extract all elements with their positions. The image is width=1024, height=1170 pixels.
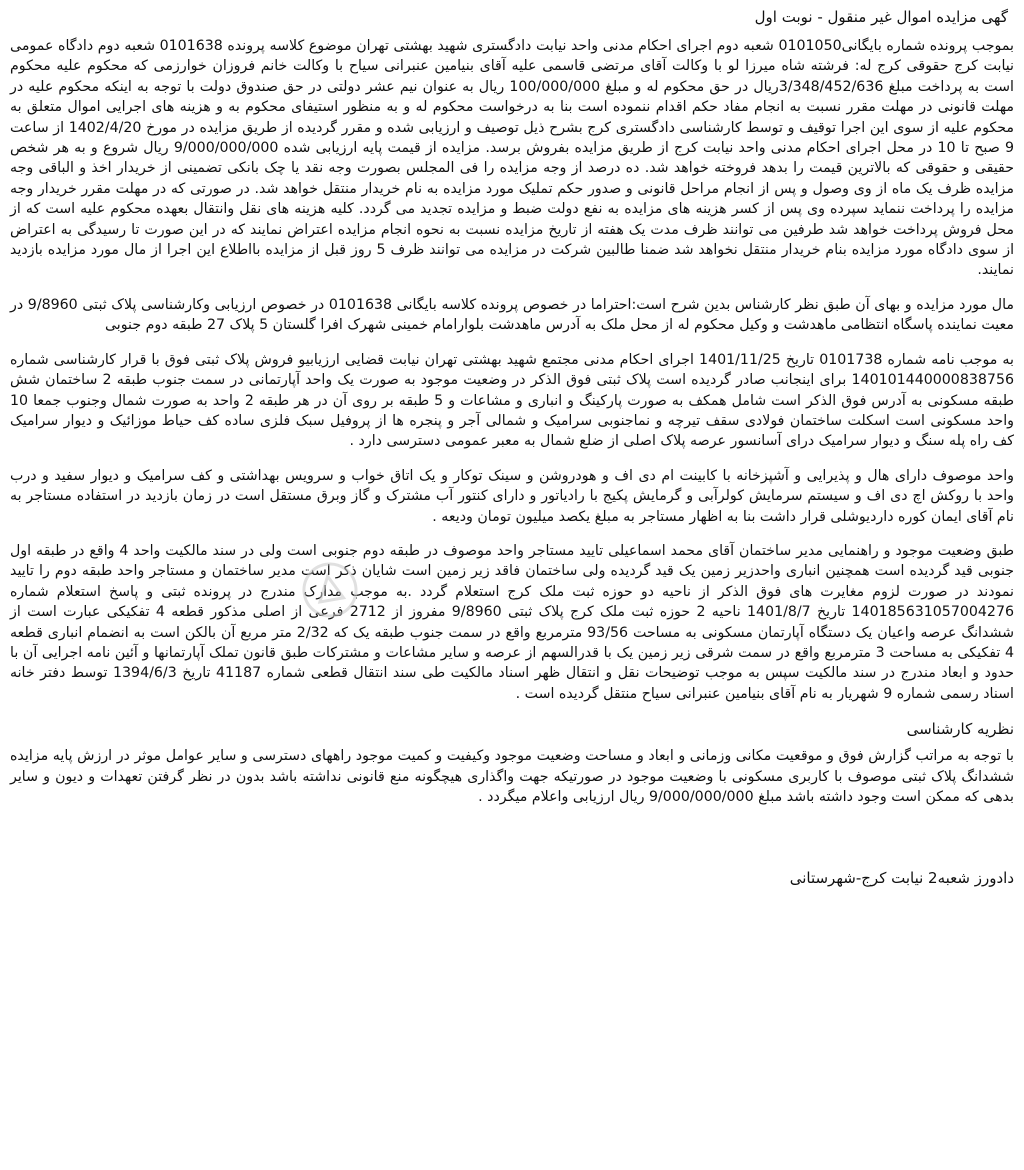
opinion-heading: نظریه کارشناسی (906, 720, 1014, 739)
paragraph-property-description: به موجب نامه شماره 0101738 تاریخ 1401/11/25 اجرای احکام مدنی مجتمع شهید بهشتی تهران نیابت قضایی ارزیابیو فروش پلاک ثبتی فوق با قرار کارشناسی شماره 140101440000838756 برای اینجانب صادر گردیده است پلاک ثبتی فوق الذکر در وضعیت موجود به صورت یک واحد آپارتمانی در سمت جنوب طبقه 2 ساختمان شش طبقه مسکونی به آدرس فوق الذکر است شامل همکف به صورت پارکینگ و انباری و مشاعات و 5 طبقه بر روی آن در هر طبقه 2 واحد به صورت شمال وجنوب جمعا 10 واحد مسکونی است اسکلت ساختمان فولادی سقف تیرچه و نماجنوبی سرامیک و شمالی آجر و پنجره ها از پروفیل سبک فلزی ساده کف حیاط موزائیک و دیوار سرامیک کف راه پله سنگ و دیوار سرامیک درای آسانسور عرصه پلاک اصلی از ضلع شمال به معبر عمومی دسترسی دارد . (10, 351, 1015, 450)
document (10, 6, 1014, 889)
paragraph-auction-notice: بموجب پرونده شماره بایگانی0101050 شعبه دوم اجرای احکام مدنی واحد نیابت دادگستری شهید بهشتی تهران موضوع کلاسه پرونده 0101638 شعبه دوم دادگاه عمومی نیابت کرج حقوقی کرج له: فرشته شاه میرزا لو با وکالت آقای مرتضی قاسمی علیه آقای بنیامین عنبرانی سیاح با وکالت خانم فروزان خوارزمی که محکوم علیه محکوم است به پرداخت مبلغ 3/348/452/636ریال در حق محکوم له و مبلغ 100/000/000 ریال به عنوان نیم عشر دولتی در حق صندوق دولت با توجه به اینکه محکوم علیه در مهلت قانونی در مهلت مقرر نسبت به انجام مفاد حکم اقدام ننموده است بنا به درخواست محکوم له و به منظور استیفای محکوم به و هزینه های اجرایی اموال متعلق به محکوم علیه از سوی این اجرا توقیف و توسط کارشناسی دادگستری کرج بشرح ذیل توصیف و ارزیابی شده و مقرر گردیده از طریق مزایده در مورخ 1402/4/20 از ساعت 9 صبح تا 10 در محل اجرای احکام مدنی واحد نیابت کرج از طریق مزایده بفروش برسد. مزایده از قیمت پایه ارزیابی شده 9/000/000/000 ریال شروع و به هر شخص حقیقی و حقوقی که بالاترین قیمت را بدهد فروخته خواهد شد. ده درصد از وجه مزایده را فی المجلس بصورت وجه نقد یا چک بانکی تضمینی از خریدار اخذ و الباقی وجه مزایده ظرف یک ماه از وی وصول و پس از انجام مراحل قانونی و صدور حکم تملیک مورد مزایده به نام خریدار منتقل خواهد شد. در صورتی که در مهلت مقرر خریدار وجه مزایده را پرداخت ننماید سپرده وی پس از کسر هزینه های مزایده به نفع دولت ضبط و مزایده تجدید می گردد. کلیه هزینه های نقل وانتقال بعهده محکوم علیه است که از محل فروش پرداخت خواهد شد طرفین می توانند ظرف مدت یک هفته از تاریخ مزایده نسبت به نحوه انجام مزایده اعتراض نمایند که در این صورت تا رسیدگی به اعتراض از سوی دادگاه مورد مزایده بنام خریدار منتقل نخواهد شد ضمنا طالبین شرکت در مزایده می توانند ظرف 5 روز قبل از مزایده بااطلاع این اجرا از مال مورد مزایده بازدید نمایند. (10, 38, 1015, 279)
page-title: گهی مزایده اموال غیر منقول - نوبت اول (754, 8, 1008, 26)
opinion-text: با توجه به مراتب گزارش فوق و موقعیت مکانی وزمانی و ابعاد و مساحت وضعیت موجود وکیفیت و کمیت موجود راههای دسترسی و سایر عوامل موثر در ارزش پایه مزایده ششدانگ پلاک ثبتی موصوف با کاربری مسکونی با وضعیت موجود در صورتیکه جهت واگذاری هیچگونه منع قانونی نداشته باشد بدون در نظر گرفتن تعهدات و دیون و سایر بدهی که ممکن است وجود داشته باشد مبلغ 9/000/000/000 ریال ارزیابی واعلام میگردد . (10, 748, 1014, 805)
paragraph-unit-details: واحد موصوف دارای هال و پذیرایی و آشپزخانه با کابینت ام دی اف و هودروشن و سینک توکار و یک اتاق خواب و سرویس بهداشتی و کف سرامیک و دیوار سفید و درب واحد با روکش اچ دی اف و سیستم سرمایش کولرآبی و گرمایش پکیج با رادیاتور و دارای کنتور آب مشترک و گاز وبرق مستقل است در زمان بازدید در استفاده مستاجر به نام آقای ایمان کوره داردیوشلی قرار داشت بنا به اظهار مستاجر به مبلغ یکصد میلیون تومان ودیعه . (10, 467, 1014, 525)
signature: دادورز شعبه2 نیابت کرج-شهرستانی (789, 869, 1014, 888)
paragraph-property-intro: مال مورد مزایده و بهای آن طبق نظر کارشناس بدین شرح است:احتراما در خصوص پرونده کلاسه بایگانی 0101638 در خصوص ارزیابی وکارشناسی پلاک ثبتی 9/8960 در معیت نماینده پاسگاه انتظامی ماهدشت و وکیل محکوم له از محل ملک به آدرس ماهدشت بلوارامام خمینی شهرک افرا گلستان 5 پلاک 27 طبقه دوم جنوبی (10, 296, 1015, 334)
paragraph-ownership-status: طبق وضعیت موجود و راهنمایی مدیر ساختمان آقای محمد اسماعیلی تایید مستاجر واحد موصوف در طبقه دوم جنوبی است ولی در سند مالکیت واحد 4 واقع در طبقه اول جنوبی قید گردیده است همچنین انباری واحدزیر زمین یک قید گردیده ولی ساختمان فاقد زیر زمین است شایان ذکر است مدیر ساختمان و مستاجر واحد طبقه دوم را تایید نمودند در صورت لزوم مغایرت های فوق الذکر از ناحیه دو حوزه ثبت ملک کرج استعلام گردد .به موجب مدارک مندرج در پرونده ثبتی و پاسخ استعلام شماره 140185631057004276 تاریخ 1401/8/7 ناحیه 2 حوزه ثبت ملک کرج پلاک ثبتی 9/8960 مفروز از 2712 فرعی از اصلی مذکور قطعه 4 تفکیکی عبارت است از ششدانگ عرصه واعیان یک دستگاه آپارتمان مسکونی به مساحت 93/56 مترمربع واقع در سمت جنوب طبقه یک که 2/32 متر مربع آن بالکن است به انضمام انباری قطعه 4 تفکیکی به مساحت 3 مترمربع واقع در سمت شرقی زیر زمین یک با قدرالسهم از عرصه و سایر مشاعات و مشترکات طبق قانون تملک آپارتمانها و آئین نامه اجرایی آن با حدود و ابعاد مندرج در سند مالکیت سپس به موجب توضیحات نقل و انتقال ظهر اسناد مالکیت طی سند انتقال قطعی شماره 41187 تاریخ 1394/6/3 توسط دفتر خانه اسناد رسمی شماره 9 شهریار به نام آقای بنیامین عنبرانی سیاح منتقل گردیده است . (10, 542, 1015, 702)
